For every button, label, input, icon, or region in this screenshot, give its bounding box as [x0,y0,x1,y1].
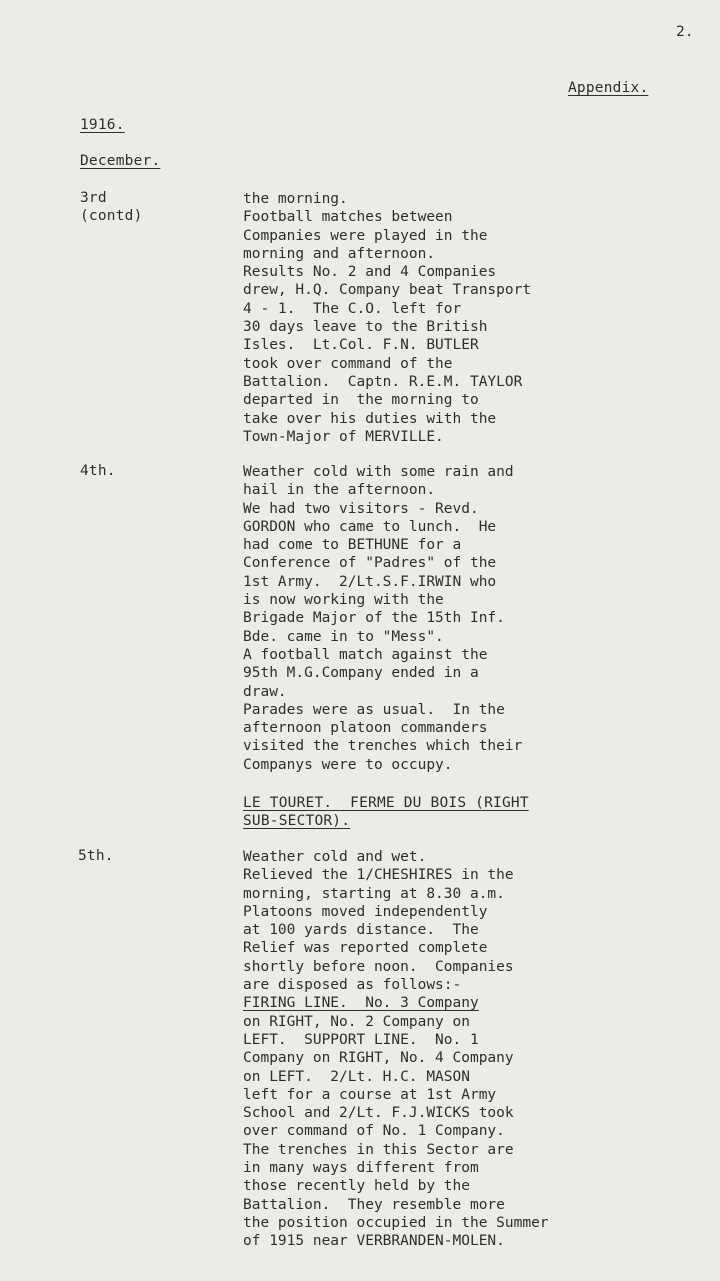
text-line: drew, H.Q. Company beat Transport [243,282,532,299]
text-line: at 100 yards distance. The [243,922,479,939]
text-line: over command of No. 1 Company. [243,1123,505,1140]
text-line: morning, starting at 8.30 a.m. [243,885,505,902]
text-line: shortly before noon. Companies [243,958,514,975]
text-line: is now working with the [243,592,444,609]
text-line: Battalion. Captn. R.E.M. TAYLOR [243,373,523,390]
text-line: Relieved the 1/CHESHIRES in the [243,867,514,884]
appendix-label: Appendix. [568,80,649,96]
text-line: FIRING LINE. No. 3 Company [243,995,479,1012]
text-line: morning and afternoon. [243,245,436,262]
entry-date: (contd) [80,208,143,224]
text-line: draw. [243,683,287,700]
entry-date: 5th. [78,848,114,864]
text-line: Weather cold with some rain and [243,464,514,480]
text-line: Isles. Lt.Col. F.N. BUTLER [243,337,479,354]
text-line: Brigade Major of the 15th Inf. [243,610,505,627]
text-line: Conference of "Padres" of the [243,555,497,572]
text-line: of 1915 near VERBRANDEN-MOLEN. [243,1233,505,1250]
text-line: hail in the afternoon. [243,482,436,499]
text-line: Results No. 2 and 4 Companies [243,264,497,281]
text-line: We had two visitors - Revd. [243,500,479,517]
text-line: Weather cold and wet. [243,849,427,865]
text-line: in many ways different from [243,1160,479,1177]
text-line: departed in the morning to [243,392,479,409]
entry-text [243,190,531,446]
text-line: Bde. came in to "Mess". [243,628,444,645]
text-line: School and 2/Lt. F.J.WICKS took [243,1105,514,1122]
text-line: A football match against the [243,646,488,663]
text-line: visited the trenches which their [243,738,523,755]
text-line: had come to BETHUNE for a [243,537,462,554]
entry-text [243,848,549,1251]
sector-heading-line: SUB-SECTOR). [243,813,351,829]
text-line: Parades were as usual. In the [243,701,505,718]
sector-heading-line: LE TOURET. FERME DU BOIS (RIGHT [243,795,529,811]
text-line: took over command of the [243,355,453,372]
text-line: left for a course at 1st Army [243,1086,497,1103]
text-line: Football matches between [243,209,453,226]
text-line: Company on RIGHT, No. 4 Company [243,1050,514,1067]
text-line: The trenches in this Sector are [243,1141,514,1158]
text-line: 95th M.G.Company ended in a [243,665,479,682]
text-line: on LEFT. 2/Lt. H.C. MASON [243,1068,470,1085]
text-line: the position occupied in the Summer [243,1214,549,1231]
text-line: 1st Army. 2/Lt.S.F.IRWIN who [243,573,497,590]
text-line: Companys were to occupy. [243,756,453,773]
text-line: Companies were played in the [243,227,488,244]
text-line: 30 days leave to the British [243,319,488,336]
text-line: those recently held by the [243,1178,470,1195]
text-line: afternoon platoon commanders [243,720,488,737]
text-line: Town-Major of MERVILLE. [243,428,444,445]
text-line: are disposed as follows:- [243,977,462,994]
page-number: 2. [676,24,694,40]
text-line: LEFT. SUPPORT LINE. No. 1 [243,1031,479,1048]
text-line: on RIGHT, No. 2 Company on [243,1013,470,1030]
entry-date: 4th. [80,463,116,479]
text-line: Battalion. They resemble more [243,1196,505,1213]
text-line: GORDON who came to lunch. He [243,518,497,535]
entry-text [243,463,522,774]
year-heading: 1916. [80,117,125,133]
text-line: Platoons moved independently [243,903,488,920]
text-line: take over his duties with the [243,410,497,427]
text-line: 4 - 1. The C.O. left for [243,300,462,317]
text-line: Relief was reported complete [243,940,488,957]
entry-date: 3rd [80,190,107,206]
month-heading: December. [80,153,161,169]
text-line: the morning. [243,191,348,207]
